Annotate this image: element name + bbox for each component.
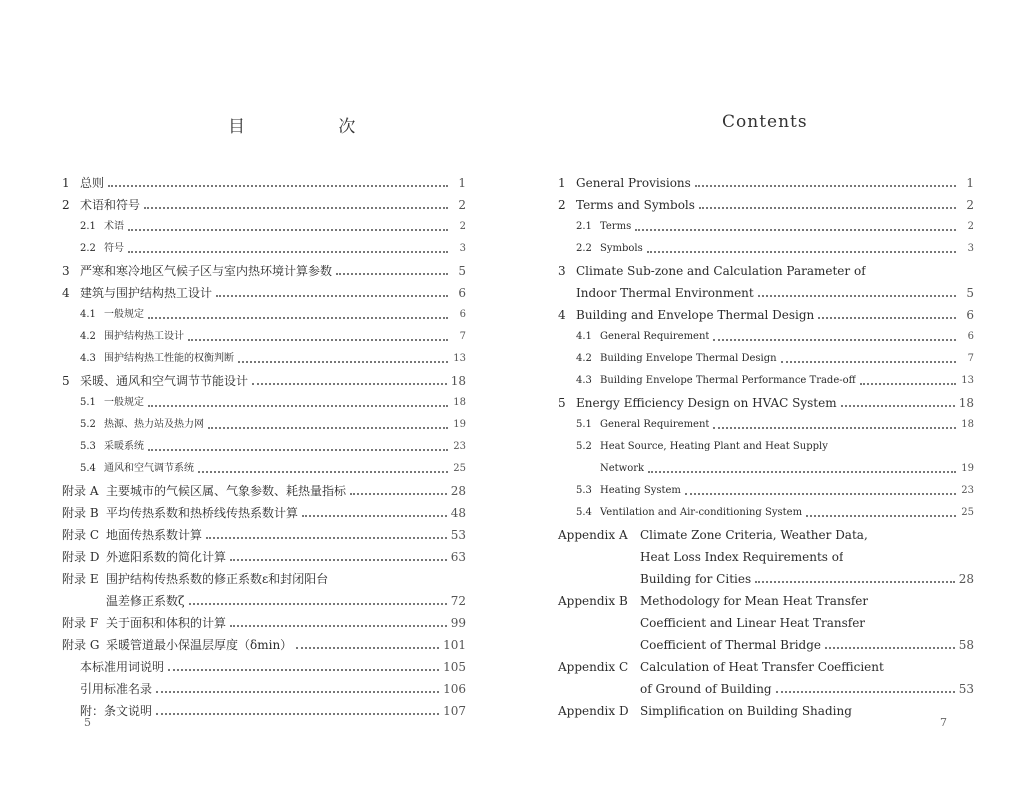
- toc-entry-title: 围护结构热工性能的权衡判断: [104, 353, 234, 364]
- dot-leader: [806, 514, 956, 517]
- dot-leader: [713, 426, 956, 429]
- dot-leader: [825, 646, 955, 649]
- toc-entry-title: Building Envelope Thermal Design: [600, 353, 777, 364]
- toc-entry-title: Building for Cities: [640, 572, 752, 586]
- dot-leader: [206, 536, 447, 539]
- toc-entry-number: 5.2: [576, 441, 592, 452]
- toc-entry-number: 5.4: [576, 507, 592, 518]
- toc-entry-number: 5.3: [80, 441, 96, 452]
- toc-entry-number: 附录 A: [62, 484, 99, 498]
- toc-entry-title: Terms: [600, 221, 632, 232]
- toc-entry[interactable]: [558, 476, 974, 498]
- toc-entry-page: 48: [450, 506, 466, 520]
- toc-entry-number: 5.1: [576, 419, 592, 430]
- toc-entry[interactable]: [62, 652, 466, 674]
- dot-leader: [156, 712, 439, 715]
- toc-entry-title: 采暖、通风和空气调节节能设计: [80, 374, 249, 388]
- toc-entry-number: 附录 G: [62, 638, 100, 652]
- page-title: Contents: [722, 112, 808, 132]
- toc-entry-number: 5: [62, 374, 70, 388]
- dot-leader: [230, 558, 447, 561]
- toc-entry-page: 63: [450, 550, 466, 564]
- toc-entry[interactable]: [62, 696, 466, 718]
- toc-entry-number: 2.2: [576, 243, 592, 254]
- toc-entry[interactable]: [558, 278, 974, 300]
- toc-entry-title: Climate Sub-zone and Calculation Parameter of: [576, 264, 866, 278]
- toc-entry-number: 3: [558, 264, 566, 278]
- toc-entry-number: 5.4: [80, 463, 96, 474]
- toc-entry-title: 采暖系统: [104, 441, 144, 452]
- toc-entry-page: 3: [967, 243, 974, 254]
- toc-entry-number: 3: [62, 264, 70, 278]
- toc-entry-title: Energy Efficiency Design on HVAC System: [576, 396, 837, 410]
- toc-entry-title: Symbols: [600, 243, 643, 254]
- toc-entry-title: 主要城市的气候区属、气象参数、耗热量指标: [106, 484, 347, 498]
- toc-entry-title: Heat Loss Index Requirements of: [640, 550, 844, 564]
- toc-entry[interactable]: [62, 322, 466, 344]
- left-page: [0, 0, 500, 785]
- toc-entry[interactable]: [62, 190, 466, 212]
- toc-entry-page: 1: [458, 176, 466, 190]
- dot-leader: [647, 250, 956, 253]
- toc-entry[interactable]: [558, 234, 974, 256]
- toc-entry-title: 一般规定: [104, 397, 144, 408]
- toc-entry[interactable]: [62, 432, 466, 454]
- toc-entry[interactable]: [558, 652, 974, 674]
- toc-entry-page: 7: [967, 353, 974, 364]
- toc-entry[interactable]: [62, 564, 466, 586]
- dot-leader: [198, 470, 448, 473]
- toc-entry[interactable]: [558, 542, 974, 564]
- toc-entry-number: 5: [558, 396, 566, 410]
- toc-entry-number: Appendix A: [558, 528, 628, 542]
- toc-entry-title: 符号: [104, 243, 124, 254]
- toc-entry-page: 18: [958, 396, 974, 410]
- dot-leader: [860, 382, 956, 385]
- toc-entry-title: Indoor Thermal Environment: [576, 286, 754, 300]
- dot-leader: [832, 450, 956, 451]
- dot-leader: [818, 316, 956, 319]
- dot-leader: [156, 690, 439, 693]
- toc-entry-page: 101: [443, 638, 466, 652]
- toc-entry-number: 附录 D: [62, 550, 100, 564]
- dot-leader: [847, 560, 956, 561]
- toc-entry-title: Terms and Symbols: [576, 198, 695, 212]
- dot-leader: [870, 274, 956, 275]
- toc-entry-number: 2.2: [80, 243, 96, 254]
- toc-entry[interactable]: [62, 520, 466, 542]
- toc-entry-page: 53: [958, 682, 974, 696]
- toc-entry-number: 2.1: [80, 221, 96, 232]
- dot-leader: [332, 582, 448, 583]
- toc-entry[interactable]: [558, 344, 974, 366]
- toc-entry-page: 5: [966, 286, 974, 300]
- dot-leader: [872, 604, 956, 605]
- toc-entry-number: 4.2: [576, 353, 592, 364]
- toc-entry[interactable]: [558, 696, 974, 718]
- toc-entry-page: 23: [453, 441, 466, 452]
- dot-leader: [144, 206, 448, 209]
- dot-leader: [128, 228, 448, 231]
- toc-entry[interactable]: [62, 498, 466, 520]
- toc-entry-page: 2: [459, 221, 466, 232]
- toc-entry[interactable]: [62, 410, 466, 432]
- toc-entry[interactable]: [62, 234, 466, 256]
- toc-entry-title: Heating System: [600, 485, 681, 496]
- dot-leader: [108, 184, 448, 187]
- toc-entry[interactable]: [62, 542, 466, 564]
- toc-entry[interactable]: [62, 366, 466, 388]
- toc-entry-page: 13: [453, 353, 466, 364]
- toc-entry[interactable]: [558, 190, 974, 212]
- toc-entry-page: 5: [458, 264, 466, 278]
- toc-entry-page: 2: [966, 198, 974, 212]
- dot-leader: [648, 470, 956, 473]
- toc-entry[interactable]: [558, 432, 974, 454]
- dot-leader: [230, 624, 447, 627]
- toc-entry[interactable]: [62, 454, 466, 476]
- toc-entry-title: Coefficient of Thermal Bridge: [640, 638, 821, 652]
- toc-entry-number: Appendix B: [558, 594, 628, 608]
- toc-entry-page: 58: [958, 638, 974, 652]
- toc-entry-title: Simplification on Building Shading: [640, 704, 852, 718]
- toc-entry-title: General Provisions: [576, 176, 691, 190]
- dot-leader: [252, 382, 447, 385]
- toc-entry-number: Appendix D: [558, 704, 629, 718]
- dot-leader: [128, 250, 448, 253]
- toc-entry-page: 107: [443, 704, 466, 718]
- toc-entry[interactable]: [558, 498, 974, 520]
- toc-entry[interactable]: [62, 300, 466, 322]
- toc-entry-page: 6: [966, 308, 974, 322]
- toc-entry-page: 28: [958, 572, 974, 586]
- toc-entry-page: 53: [450, 528, 466, 542]
- toc-entry-page: 2: [458, 198, 466, 212]
- toc-entry[interactable]: [62, 630, 466, 652]
- toc-entry[interactable]: [558, 630, 974, 652]
- toc-entry-title: 引用标准名录: [80, 682, 153, 696]
- toc-entry-title: Climate Zone Criteria, Weather Data,: [640, 528, 868, 542]
- dot-leader: [856, 714, 956, 715]
- toc-entry-page: 19: [961, 463, 974, 474]
- toc-entry[interactable]: [62, 256, 466, 278]
- toc-entry-page: 25: [453, 463, 466, 474]
- toc-entry-page: 3: [459, 243, 466, 254]
- toc-entry-title: 建筑与围护结构热工设计: [80, 286, 213, 300]
- toc-entry-page: 99: [450, 616, 466, 630]
- toc-entry-title: 总则: [80, 176, 105, 190]
- toc-entry-page: 2: [967, 221, 974, 232]
- dot-leader: [168, 668, 439, 671]
- toc-entry-title: 热源、热力站及热力网: [104, 419, 204, 430]
- page-number: 5: [84, 716, 91, 729]
- toc-entry-number: 4: [62, 286, 70, 300]
- table-of-contents: [558, 168, 974, 718]
- toc-entry-title: Coefficient and Linear Heat Transfer: [640, 616, 866, 630]
- toc-entry-title: 本标准用词说明: [80, 660, 165, 674]
- toc-entry-number: 2: [62, 198, 70, 212]
- toc-entry-title: 附：条文说明: [80, 704, 153, 718]
- toc-entry-title: Building and Envelope Thermal Design: [576, 308, 815, 322]
- toc-entry-title: 温差修正系数ζ: [106, 594, 185, 608]
- toc-entry[interactable]: [558, 322, 974, 344]
- dot-leader: [296, 646, 439, 649]
- toc-entry[interactable]: [62, 476, 466, 498]
- toc-entry-page: 6: [458, 286, 466, 300]
- dot-leader: [350, 492, 447, 495]
- dot-leader: [755, 580, 955, 583]
- toc-entry[interactable]: [558, 410, 974, 432]
- toc-entry[interactable]: [62, 168, 466, 190]
- dot-leader: [776, 690, 955, 693]
- toc-entry-page: 106: [443, 682, 466, 696]
- toc-entry-page: 25: [961, 507, 974, 518]
- dot-leader: [713, 338, 956, 341]
- dot-leader: [888, 670, 956, 671]
- dot-leader: [216, 294, 448, 297]
- toc-entry[interactable]: [62, 388, 466, 410]
- dot-leader: [872, 538, 956, 539]
- toc-entry-page: 6: [459, 309, 466, 320]
- toc-entry-number: 附录 F: [62, 616, 99, 630]
- dot-leader: [238, 360, 448, 363]
- dot-leader: [841, 404, 955, 407]
- toc-entry-title: Heat Source, Heating Plant and Heat Supply: [600, 441, 828, 452]
- toc-entry-title: 一般规定: [104, 309, 144, 320]
- toc-entry-page: 18: [961, 419, 974, 430]
- toc-entry-page: 18: [453, 397, 466, 408]
- toc-entry-title: 围护结构传热系数的修正系数ε和封闭阳台: [106, 572, 329, 586]
- toc-entry[interactable]: [558, 608, 974, 630]
- toc-entry-title: 外遮阳系数的简化计算: [106, 550, 227, 564]
- toc-entry-page: 13: [961, 375, 974, 386]
- toc-entry-title: Building Envelope Thermal Performance Trade-off: [600, 375, 856, 386]
- toc-entry-title: 术语和符号: [80, 198, 141, 212]
- dot-leader: [699, 206, 956, 209]
- toc-entry-title: 术语: [104, 221, 124, 232]
- dot-leader: [189, 602, 447, 605]
- toc-entry[interactable]: [558, 168, 974, 190]
- toc-entry[interactable]: [558, 586, 974, 608]
- toc-entry-number: 1: [558, 176, 566, 190]
- toc-entry-number: 附录 B: [62, 506, 99, 520]
- toc-entry[interactable]: [558, 388, 974, 410]
- toc-entry-number: 4.3: [80, 353, 96, 364]
- toc-entry-number: 1: [62, 176, 70, 190]
- toc-entry-title: General Requirement: [600, 331, 710, 342]
- toc-entry-title: 关于面积和体积的计算: [106, 616, 227, 630]
- dot-leader: [695, 184, 956, 187]
- toc-entry-number: 附录 E: [62, 572, 99, 586]
- dot-leader: [781, 360, 956, 363]
- toc-entry-number: 5.1: [80, 397, 96, 408]
- toc-entry-number: 5.3: [576, 485, 592, 496]
- page-number: 7: [940, 716, 947, 729]
- toc-entry-page: 7: [459, 331, 466, 342]
- toc-entry[interactable]: [62, 586, 466, 608]
- dot-leader: [208, 426, 448, 429]
- toc-entry-title: 围护结构热工设计: [104, 331, 184, 342]
- toc-entry-number: 4.1: [80, 309, 96, 320]
- toc-entry[interactable]: [62, 344, 466, 366]
- toc-entry-number: 2: [558, 198, 566, 212]
- toc-entry-title: 严寒和寒冷地区气候子区与室内热环境计算参数: [80, 264, 333, 278]
- toc-entry-title: of Ground of Building: [640, 682, 772, 696]
- dot-leader: [148, 316, 448, 319]
- toc-entry[interactable]: [558, 520, 974, 542]
- toc-entry[interactable]: [558, 212, 974, 234]
- toc-entry[interactable]: [558, 564, 974, 586]
- toc-entry[interactable]: [558, 366, 974, 388]
- dot-leader: [302, 514, 447, 517]
- toc-entry-number: 附录 C: [62, 528, 99, 542]
- toc-entry-page: 105: [443, 660, 466, 674]
- toc-entry-title: General Requirement: [600, 419, 710, 430]
- toc-entry-page: 23: [961, 485, 974, 496]
- toc-entry-page: 28: [450, 484, 466, 498]
- dot-leader: [148, 404, 448, 407]
- toc-entry-page: 19: [453, 419, 466, 430]
- toc-entry[interactable]: [62, 674, 466, 696]
- toc-entry-number: 4.3: [576, 375, 592, 386]
- toc-entry[interactable]: [558, 256, 974, 278]
- dot-leader: [336, 272, 448, 275]
- toc-entry-number: 4.1: [576, 331, 592, 342]
- table-of-contents: [62, 168, 466, 718]
- toc-entry-title: 平均传热系数和热桥线传热系数计算: [106, 506, 299, 520]
- toc-entry-number: 2.1: [576, 221, 592, 232]
- toc-entry-page: 6: [967, 331, 974, 342]
- toc-entry-page: 1: [966, 176, 974, 190]
- right-page: [512, 0, 1024, 785]
- toc-entry-title: Ventilation and Air-conditioning System: [600, 507, 803, 518]
- toc-entry-number: 5.2: [80, 419, 96, 430]
- toc-entry-title: Methodology for Mean Heat Transfer: [640, 594, 869, 608]
- toc-entry-page: 72: [450, 594, 466, 608]
- toc-entry-number: Appendix C: [558, 660, 629, 674]
- dot-leader: [685, 492, 956, 495]
- page-title: 目 次: [228, 117, 400, 137]
- dot-leader: [758, 294, 956, 297]
- toc-entry-title: 地面传热系数计算: [106, 528, 203, 542]
- dot-leader: [869, 626, 956, 627]
- toc-entry[interactable]: [62, 212, 466, 234]
- toc-entry[interactable]: [62, 278, 466, 300]
- toc-entry-title: 采暖管道最小保温层厚度（δmin）: [106, 638, 293, 652]
- dot-leader: [188, 338, 448, 341]
- toc-entry-title: Network: [600, 463, 645, 474]
- dot-leader: [635, 228, 956, 231]
- toc-entry-number: 4.2: [80, 331, 96, 342]
- toc-entry-page: 18: [450, 374, 466, 388]
- toc-entry[interactable]: [558, 674, 974, 696]
- toc-entry-title: 通风和空气调节系统: [104, 463, 194, 474]
- toc-entry-title: Calculation of Heat Transfer Coefficient: [640, 660, 884, 674]
- toc-entry[interactable]: [558, 300, 974, 322]
- toc-entry[interactable]: [62, 608, 466, 630]
- toc-entry-number: 4: [558, 308, 566, 322]
- toc-entry[interactable]: [558, 454, 974, 476]
- dot-leader: [148, 448, 448, 451]
